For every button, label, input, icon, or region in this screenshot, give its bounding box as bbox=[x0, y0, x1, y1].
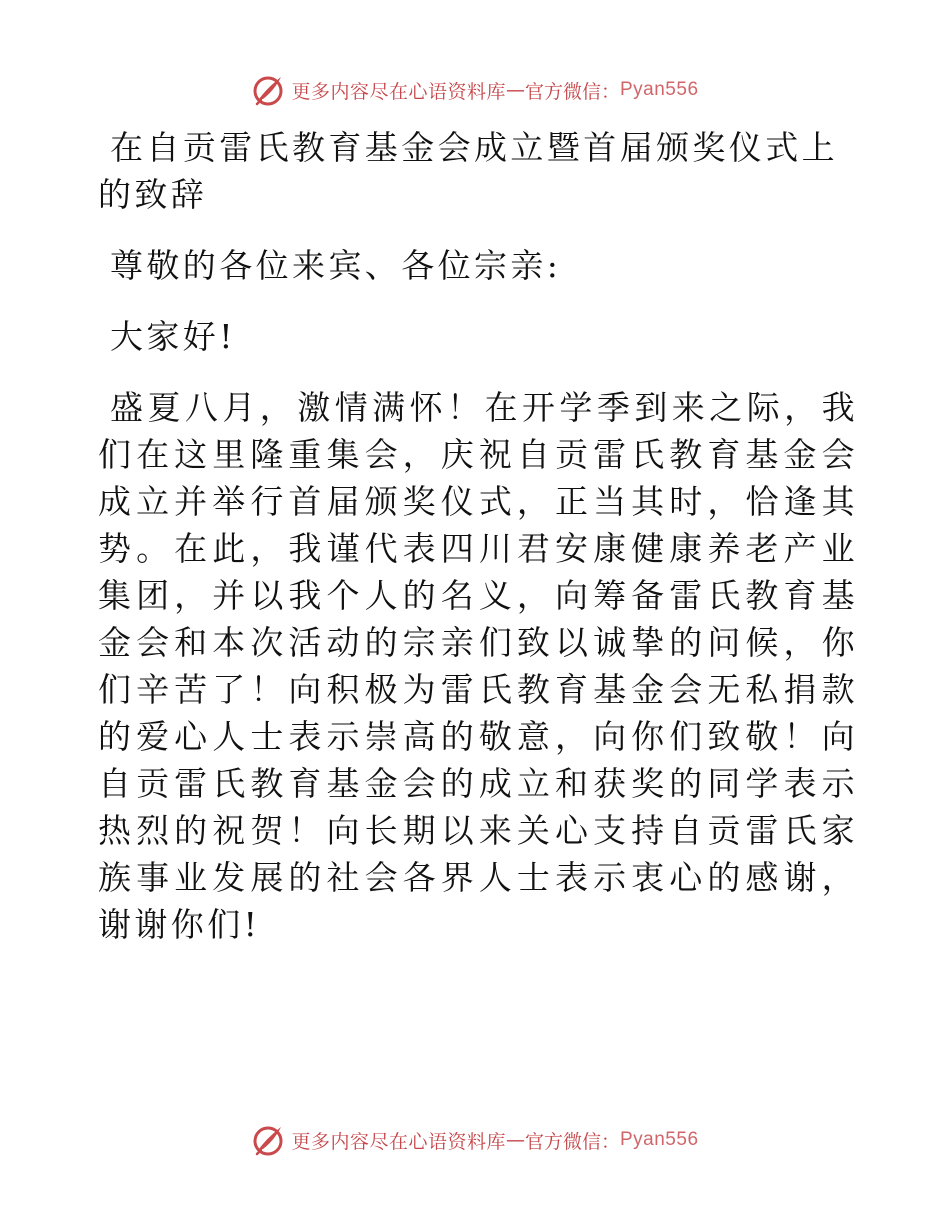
header-watermark bbox=[0, 70, 950, 110]
quill-pen-icon bbox=[251, 73, 285, 107]
document-body bbox=[98, 124, 858, 972]
watermark-site-text: 更多内容尽在心语资料库 bbox=[291, 80, 506, 103]
watermark-dash: — bbox=[505, 79, 525, 101]
watermark-site-text: 更多内容尽在心语资料库 bbox=[291, 1130, 506, 1153]
watermark-label: 官方微信： bbox=[524, 80, 620, 103]
body-paragraph: 盛夏八月，激情满怀！在开学季到来之际，我们在这里隆重集会，庆祝自贡雷氏教育基金会成立并举行首届颁奖仪式，正当其时，恰逢其势。在此，我谨代表四川君安康健康养老产业集团，并以我个人的名义，向筹备雷氏教育基金会和本次活动的宗亲们致以诚挚的问候，你们辛苦了！向积极为雷氏教育基金会无私捐款的爱心人士表示崇高的敬意，向你们致敬！向自贡雷氏教育基金会的成立和获奖的同学表示热烈的祝贺！向长期以来关心支持自贡雷氏家族事业发展的社会各界人士表示衷心的感谢，谢谢你们! bbox=[98, 388, 858, 944]
watermark-wechat-id: Pyan556 bbox=[620, 79, 699, 100]
watermark-label: 官方微信： bbox=[524, 1130, 620, 1153]
document-title: 在自贡雷氏教育基金会成立暨首届颁奖仪式上的致辞 bbox=[98, 128, 838, 214]
greeting: 大家好! bbox=[110, 317, 236, 356]
footer-watermark bbox=[0, 1120, 950, 1160]
watermark-dash: — bbox=[505, 1129, 525, 1151]
salutation: 尊敬的各位来宾、各位宗亲: bbox=[110, 246, 562, 285]
quill-pen-icon bbox=[251, 1123, 285, 1157]
watermark-wechat-id: Pyan556 bbox=[620, 1129, 699, 1150]
